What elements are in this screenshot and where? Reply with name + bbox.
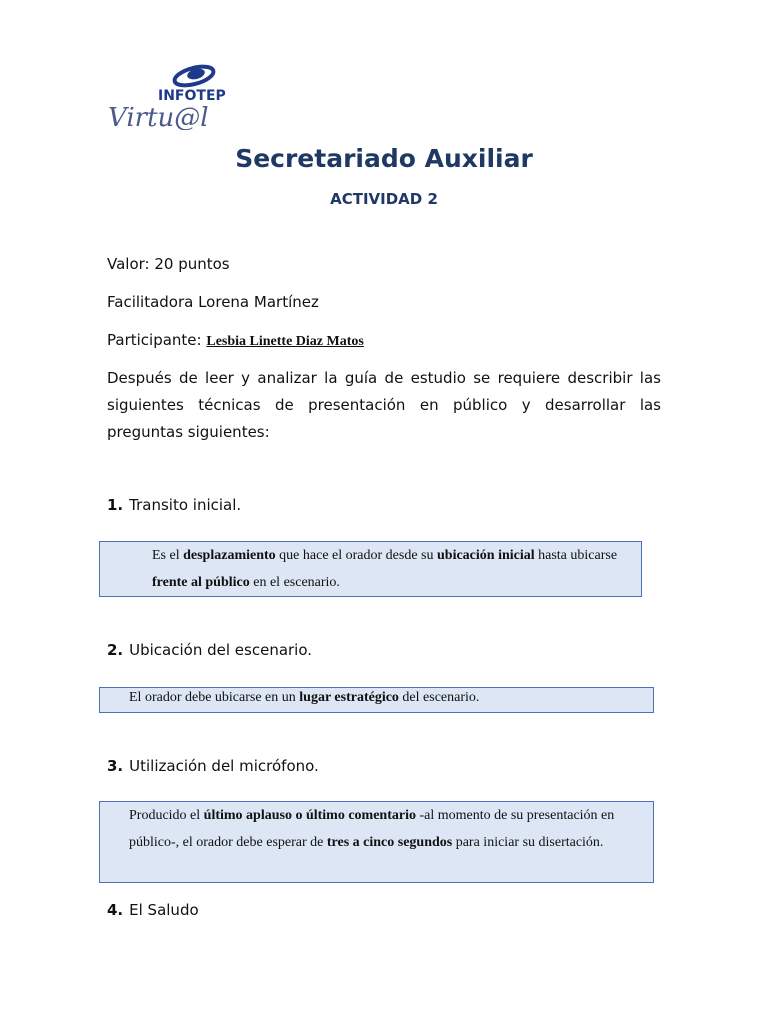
answer-bold-text: último aplauso o último comentario <box>203 808 416 823</box>
question-number: 4. <box>107 901 124 919</box>
logo-top-text: INFOTEP <box>158 88 226 104</box>
question-2 <box>107 641 312 659</box>
logo-bottom-text: Virtu@l <box>108 103 209 130</box>
question-3 <box>107 757 319 775</box>
participant-name: Lesbia Linette Diaz Matos <box>206 334 364 349</box>
answer-bold-text: lugar estratégico <box>299 690 399 705</box>
question-text: Transito inicial. <box>129 496 242 514</box>
answer-text: hasta ubicarse <box>534 548 618 563</box>
facilitator-line: Facilitadora Lorena Martínez <box>107 293 319 311</box>
question-number: 1. <box>107 496 124 514</box>
question-1 <box>107 496 241 514</box>
answer-text: en el escenario. <box>249 575 340 590</box>
answer-text: del escenario. <box>398 690 480 705</box>
answer-text: El orador debe ubicarse en un <box>129 690 300 705</box>
question-text: Utilización del micrófono. <box>129 757 319 775</box>
answer-box-3 <box>99 801 654 883</box>
answer-bold-text: frente al público <box>152 575 250 590</box>
answer-text: que hace el orador desde su <box>275 548 437 563</box>
question-text: Ubicación del escenario. <box>129 641 313 659</box>
answer-box-2 <box>99 687 654 713</box>
page-title: Secretariado Auxiliar <box>235 144 533 173</box>
infotep-virtual-logo <box>106 60 230 130</box>
answer-box-1 <box>99 541 642 597</box>
answer-text: Producido el <box>129 808 204 823</box>
answer-text: para iniciar su disertación. <box>452 835 604 850</box>
answer-bold-text: tres a cinco segundos <box>326 835 453 850</box>
intro-paragraph: Después de leer y analizar la guía de estudio se requiere describir las siguientes técnicas de presentación en público y desarrollar las preguntas siguientes: <box>107 369 661 441</box>
participant-line <box>107 331 364 350</box>
question-number: 2. <box>107 641 124 659</box>
question-number: 3. <box>107 757 124 775</box>
question-4 <box>107 901 199 919</box>
answer-text: -al momento de su presentación en público-, el orador debe esperar de <box>129 808 615 850</box>
answer-text: Es el <box>152 548 184 563</box>
participant-label: Participante: <box>107 331 202 349</box>
logo-graphic <box>106 60 230 130</box>
answer-bold-text: ubicación inicial <box>437 548 535 563</box>
question-text: El Saludo <box>129 901 199 919</box>
page-subtitle: ACTIVIDAD 2 <box>330 190 438 208</box>
value-line: Valor: 20 puntos <box>107 255 230 273</box>
answer-bold-text: desplazamiento <box>183 548 276 563</box>
